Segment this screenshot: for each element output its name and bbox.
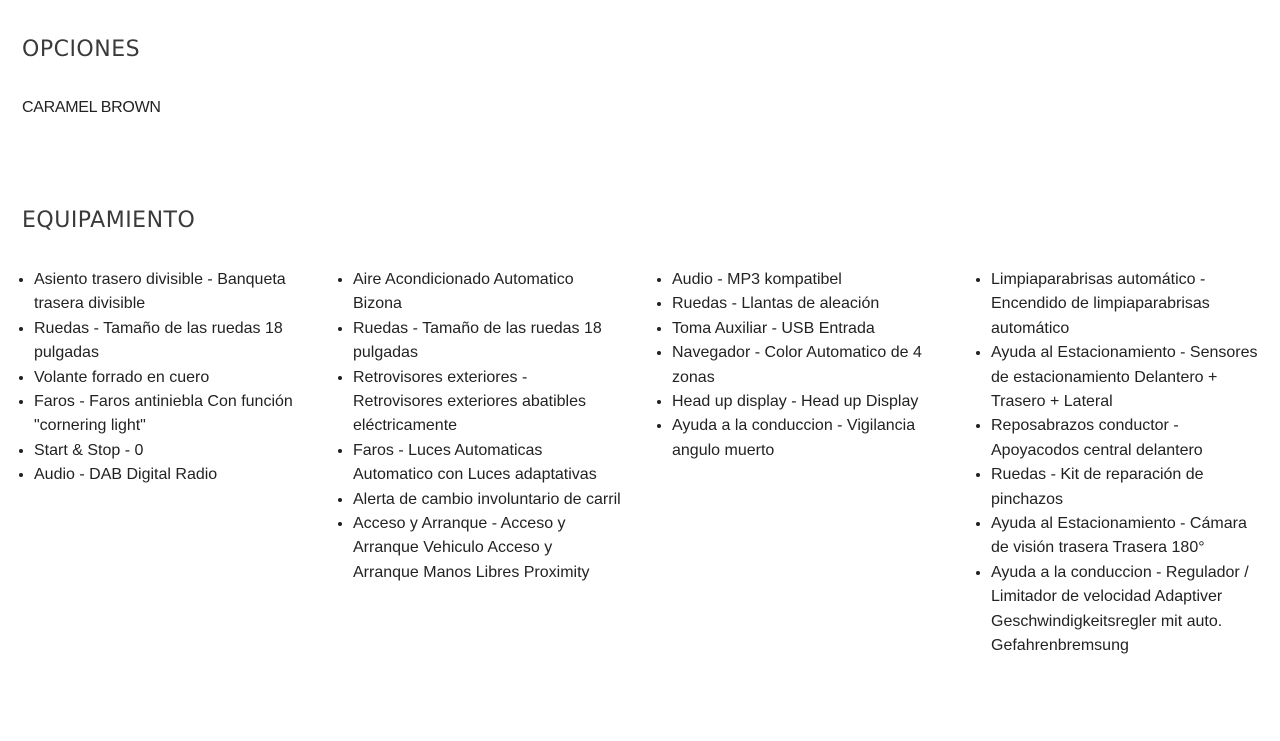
equipment-item: • Alerta de cambio involuntario de carril [353,488,621,512]
equipment-item: • Retrovisores exteriores - Retrovisores exteriores abatibles eléctricamente [353,366,621,439]
equipment-item: • Ayuda a la conduccion - Regulador / Limitador de velocidad Adaptiver Geschwindigkeitsregler mit auto. Gefahrenbremsung [991,561,1259,659]
equipment-item: • Ayuda a la conduccion - Vigilancia angulo muerto [672,414,944,463]
equipment-item: • Ruedas - Llantas de aleación [672,292,944,316]
equipment-item: • Navegador - Color Automatico de 4 zonas [672,341,944,390]
equipment-item: • Ayuda al Estacionamiento - Sensores de estacionamiento Delantero + Trasero + Lateral [991,341,1259,414]
equipment-column-2 [335,268,621,585]
equipment-item: • Limpiaparabrisas automático - Encendido de limpiaparabrisas automático [991,268,1259,341]
equipment-item: • Audio - MP3 kompatibel [672,268,944,292]
option-color-value: CARAMEL BROWN [22,99,161,116]
equipment-item: • Faros - Luces Automaticas Automatico con Luces adaptativas [353,439,621,488]
equipamiento-heading: EQUIPAMIENTO [22,208,196,233]
equipment-item: • Start & Stop - 0 [34,439,296,463]
equipment-item: • Toma Auxiliar - USB Entrada [672,317,944,341]
equipment-item: • Ruedas - Tamaño de las ruedas 18 pulgadas [34,317,296,366]
equipment-item: • Aire Acondicionado Automatico Bizona [353,268,621,317]
equipment-item: • Ayuda al Estacionamiento - Cámara de visión trasera Trasera 180° [991,512,1259,561]
opciones-heading: OPCIONES [22,37,141,62]
equipment-item: • Reposabrazos conductor - Apoyacodos central delantero [991,414,1259,463]
equipment-item: • Faros - Faros antiniebla Con función "cornering light" [34,390,296,439]
equipment-item: • Volante forrado en cuero [34,366,296,390]
equipment-column-3 [654,268,944,463]
equipment-item: • Ruedas - Tamaño de las ruedas 18 pulgadas [353,317,621,366]
equipment-item: • Audio - DAB Digital Radio [34,463,296,487]
equipment-column-1 [16,268,296,488]
equipment-column-4 [973,268,1259,659]
equipment-item: • Head up display - Head up Display [672,390,944,414]
equipment-item: • Ruedas - Kit de reparación de pinchazos [991,463,1259,512]
equipment-item: • Asiento trasero divisible - Banqueta trasera divisible [34,268,296,317]
equipment-item: • Acceso y Arranque - Acceso y Arranque Vehiculo Acceso y Arranque Manos Libres Proximity [353,512,621,585]
